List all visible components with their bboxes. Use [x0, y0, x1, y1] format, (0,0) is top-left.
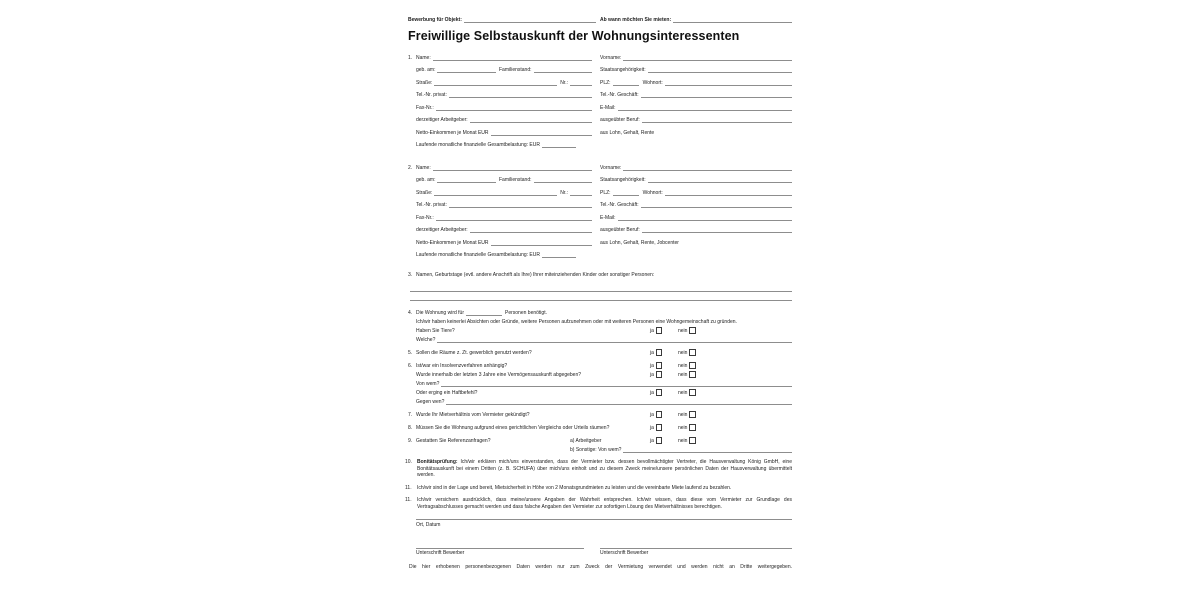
monthly-burden-field-line[interactable] [542, 256, 576, 258]
von-wem-label: Von wem? [416, 381, 440, 387]
form-row [408, 86, 792, 99]
signature-line-left[interactable] [416, 547, 584, 549]
item-number: 7. [408, 412, 413, 418]
form-row [408, 111, 792, 124]
checkbox-nein[interactable] [689, 362, 696, 369]
item-number: 11. [405, 484, 412, 491]
privacy-note: Die hier erhobenen personenbezogenen Daten werden nur zum Zweck der Vermietung verwendet und werden nicht an Dritte weitergegeben. [409, 564, 792, 571]
which-pets-label: Welche? [416, 337, 436, 343]
item-number: 9. [408, 438, 413, 444]
profession-label: ausgeübter Beruf: [600, 117, 640, 123]
checkbox-nein[interactable] [689, 327, 696, 334]
item-number: 8. [408, 425, 413, 431]
which-pets-field-line[interactable] [437, 341, 792, 343]
item-7 [408, 409, 792, 418]
truth-statement: Ich/wir versichern ausdrücklich, dass meine/unsere Angaben der Wahrheit entsprechen. Ich/wir wissen, dass diese vom Vermieter zur Grundlage des Vertragsabschlusses gemacht werden und dass falsche Angaben den Vermieter zur sofortigen Lösung des Mietverhältnisses berechtigen. [417, 497, 792, 510]
person-block-2 [408, 158, 792, 258]
ja-label: ja [650, 412, 654, 418]
city-label: Wohnort: [642, 189, 663, 196]
item-11b [405, 497, 792, 510]
item-number: 4. [408, 310, 413, 316]
item-number: 1. [408, 54, 413, 61]
item3-text: Namen, Geburtstage (evtl. andere Anschrift als Ihre) Ihrer miteinziehenden Kinder oder sonstiger Personen: [416, 272, 655, 278]
pets-question: Haben Sie Tiere? [416, 328, 455, 334]
marital-status-label: Familienstand: [498, 177, 532, 183]
object-field-line[interactable] [464, 21, 596, 23]
item-5 [408, 347, 792, 356]
phone-private-label: Tel.-Nr. privat: [416, 92, 447, 98]
email-label: E-Mail: [600, 104, 616, 111]
checkbox-ja[interactable] [656, 411, 663, 418]
form-row [408, 73, 792, 86]
checkbox-nein[interactable] [689, 437, 696, 444]
nein-label: nein [678, 390, 688, 396]
item-number: 5. [408, 350, 413, 356]
name-label: Name: [416, 164, 431, 171]
item-11a [405, 484, 792, 492]
termination-question: Wurde Ihr Mietverhältnis vom Vermieter gekündigt? [416, 412, 530, 418]
insolvency-question: Ist/war ein Insolvenzverfahren anhängig? [416, 363, 508, 369]
nationality-label: Staatsangehörigkeit: [600, 177, 646, 183]
form-row [408, 136, 792, 149]
form-row [408, 183, 792, 196]
checkbox-ja[interactable] [656, 327, 663, 334]
checkbox-ja[interactable] [656, 437, 663, 444]
gegen-wen-label: Gegen wen? [416, 399, 445, 405]
gegen-wen-field-line[interactable] [446, 403, 792, 405]
employer-label: derzeitiger Arbeitgeber: [416, 117, 468, 123]
item4-statement: Ich/wir haben keinerlei Absichten oder Gründe, weitere Personen aufzunehmen oder mit weiteren Personen eine Wohngemeinschaft zu gründen. [416, 319, 737, 325]
commercial-use-question: Sollen die Räume z. Zt. gewerblich genutzt werden? [416, 350, 532, 356]
ja-label: ja [650, 372, 654, 378]
profession-label: ausgeübter Beruf: [600, 227, 640, 233]
rent-date-label: Ab wann möchten Sie mieten: [600, 17, 672, 23]
email-label: E-Mail: [600, 214, 616, 221]
birthdate-label: geb. am: [416, 177, 436, 183]
item-3 [408, 272, 792, 301]
signature-row [408, 547, 792, 549]
checkbox-nein[interactable] [689, 411, 696, 418]
rent-date-field-line[interactable] [673, 21, 792, 23]
house-number-label: Nr.: [560, 189, 568, 196]
monthly-burden-field-line[interactable] [542, 146, 576, 148]
net-income-label: Netto-Einkommen je Monat EUR [416, 239, 489, 246]
nein-label: nein [678, 438, 688, 444]
marital-status-label: Familienstand: [498, 67, 532, 73]
employer-label: derzeitiger Arbeitgeber: [416, 227, 468, 233]
item-number: 10. [405, 459, 412, 465]
ja-label: ja [650, 328, 654, 334]
person-block-1 [408, 48, 792, 148]
checkbox-nein[interactable] [689, 389, 696, 396]
form-row [408, 221, 792, 234]
phone-work-label: Tel.-Nr. Geschäft: [600, 202, 639, 208]
ja-label: ja [650, 350, 654, 356]
form-row [408, 61, 792, 74]
phone-work-label: Tel.-Nr. Geschäft: [600, 92, 639, 98]
item-number: 3. [408, 272, 413, 278]
item-9 [408, 435, 792, 453]
form-row [408, 208, 792, 221]
item4-prefix: Die Wohnung wird für [416, 310, 464, 316]
nein-label: nein [678, 372, 688, 378]
house-number-label: Nr.: [560, 79, 568, 86]
nein-label: nein [678, 425, 688, 431]
signature-label-right: Unterschrift Bewerber [600, 550, 649, 557]
form-page [405, 0, 792, 571]
income-source-text: aus Lohn, Gehalt, Rente [600, 129, 655, 136]
nein-label: nein [678, 350, 688, 356]
vorname-label: Vorname: [600, 164, 622, 171]
form-row [408, 246, 792, 259]
children-field-line-1[interactable] [410, 291, 792, 292]
checkbox-ja[interactable] [656, 389, 663, 396]
item-number: 6. [408, 363, 413, 369]
zip-label: PLZ: [600, 79, 611, 86]
income-source-text: aus Lohn, Gehalt, Rente, Jobcenter [600, 239, 679, 246]
checkbox-ja[interactable] [656, 349, 663, 356]
fax-label: Fax-Nr.: [416, 214, 434, 221]
references-question: Gestatten Sie Referenzanfragen? [416, 438, 491, 444]
signature-label-left: Unterschrift Bewerber [416, 550, 465, 557]
object-label: Bewerbung für Objekt: [408, 17, 462, 23]
credit-check-title: Bonitätsprüfung: [417, 459, 458, 465]
nein-label: nein [678, 363, 688, 369]
deposit-statement: Ich/wir sind in der Lage und bereit, Mietsicherheit in Höhe von 2 Monatsgrundmieten zu leisten und die vereinbarte Miete laufend zu bezahlen. [417, 484, 732, 491]
fax-label: Fax-Nr.: [416, 104, 434, 111]
item-number: 2. [408, 164, 413, 171]
street-label: Straße: [416, 79, 433, 86]
form-row [408, 171, 792, 184]
checkbox-nein[interactable] [689, 371, 696, 378]
item-10 [405, 459, 792, 479]
signature-line-right[interactable] [600, 547, 792, 549]
item-number: 11. [405, 497, 412, 504]
children-field-line-2[interactable] [410, 300, 792, 301]
ja-label: ja [650, 438, 654, 444]
zip-label: PLZ: [600, 189, 611, 196]
net-income-label: Netto-Einkommen je Monat EUR [416, 129, 489, 136]
item4-suffix: Personen benötigt. [505, 310, 547, 316]
form-row [408, 98, 792, 111]
ja-label: ja [650, 363, 654, 369]
form-row [408, 233, 792, 246]
nein-label: nein [678, 328, 688, 334]
checkbox-ja[interactable] [656, 362, 663, 369]
name-label: Name: [416, 54, 431, 61]
reference-other-field-line[interactable] [623, 451, 792, 453]
birthdate-label: geb. am: [416, 67, 436, 73]
street-label: Straße: [416, 189, 433, 196]
form-row [408, 123, 792, 136]
nein-label: nein [678, 412, 688, 418]
vorname-label: Vorname: [600, 54, 622, 61]
reference-employer-option: a) Arbeitgeber [570, 438, 602, 444]
form-row [408, 158, 792, 171]
form-header [408, 16, 792, 23]
form-row [408, 196, 792, 209]
arrest-warrant-question: Oder erging ein Haftbefehl? [416, 390, 478, 396]
item-6 [408, 360, 792, 405]
city-label: Wohnort: [642, 79, 663, 86]
checkbox-ja[interactable] [656, 371, 663, 378]
ja-label: ja [650, 390, 654, 396]
nationality-label: Staatsangehörigkeit: [600, 67, 646, 73]
checkbox-ja[interactable] [656, 424, 663, 431]
place-date-field-line[interactable] [416, 519, 792, 520]
item-8 [408, 422, 792, 431]
ja-label: ja [650, 425, 654, 431]
page-title: Freiwillige Selbstauskunft der Wohnungsinteressenten [408, 29, 740, 43]
phone-private-label: Tel.-Nr. privat: [416, 202, 447, 208]
checkbox-nein[interactable] [689, 424, 696, 431]
reference-other-label: b) Sonstige: Von wem? [570, 447, 622, 453]
form-row [408, 48, 792, 61]
checkbox-nein[interactable] [689, 349, 696, 356]
eviction-question: Müssen Sie die Wohnung aufgrund eines gerichtlichen Vergleichs oder Urteils räumen? [416, 425, 610, 431]
monthly-burden-label: Laufende monatliche finanzielle Gesamtbelastung: EUR [416, 142, 540, 148]
credit-check-text: Ich/wir erklären mich/uns einverstanden, dass der Vermieter bzw. dessen bevollmächtigter Vertreter, die Hausverwaltung König GmbH, eine Bonitätsauskunft bei einem Dritten (z. B. SCHUFA) über mich/uns einholt und zu diesem Zweck meine/unsere persönlichen Daten der Hausverwaltung übermittelt werden. [417, 459, 792, 479]
place-date-label: Ort, Datum [416, 521, 441, 528]
monthly-burden-label: Laufende monatliche finanzielle Gesamtbelastung: EUR [416, 252, 540, 258]
asset-disclosure-question: Wurde innerhalb der letzten 3 Jahre eine Vermögensauskunft abgegeben? [416, 372, 582, 378]
signature-labels [408, 550, 792, 556]
item-4 [408, 307, 792, 343]
